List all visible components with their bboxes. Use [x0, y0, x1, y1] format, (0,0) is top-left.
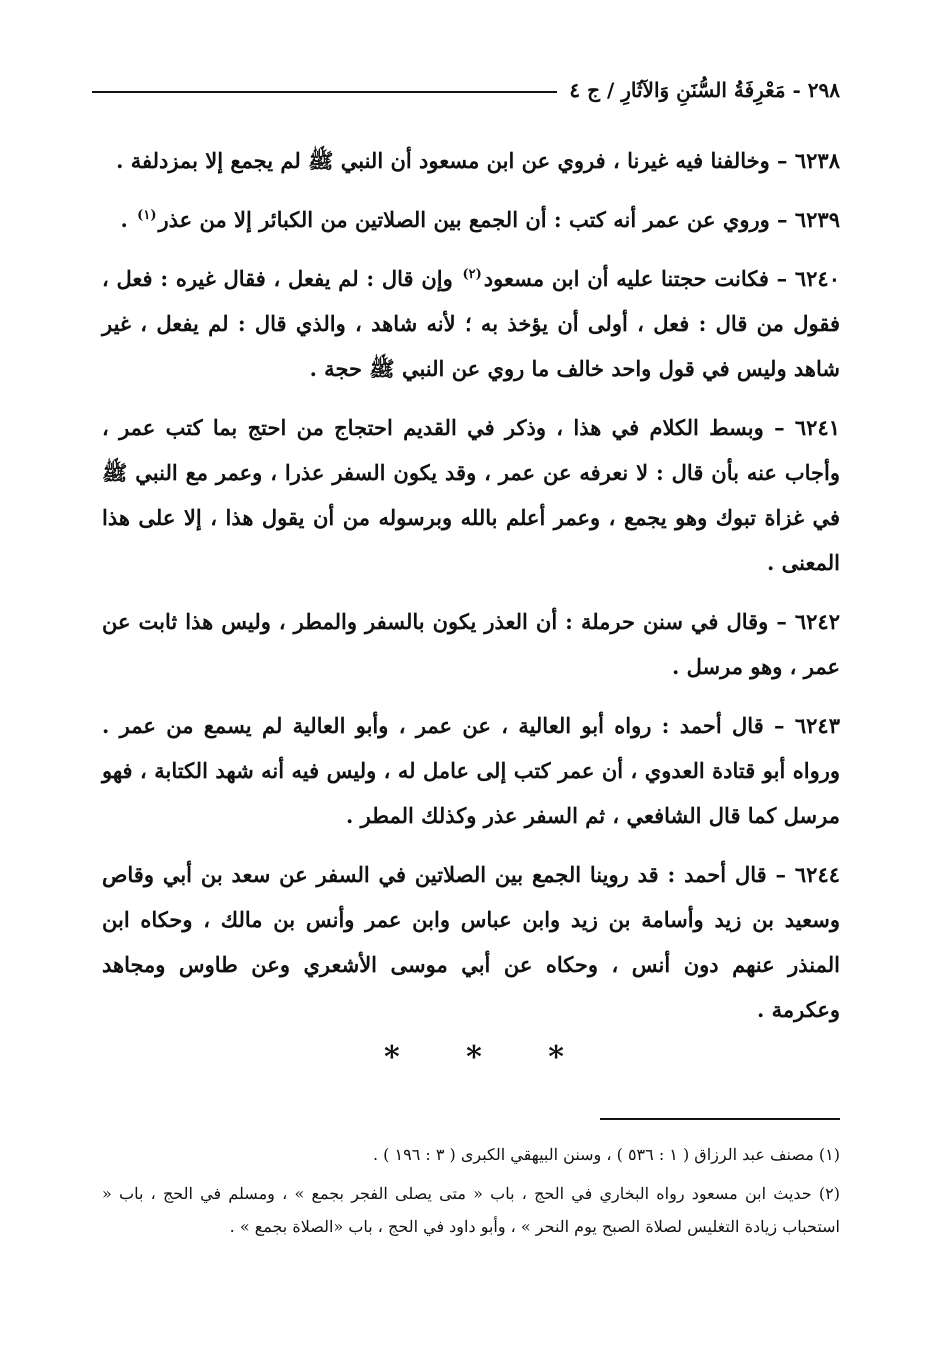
paragraph-text: وبسط الكلام في هذا ، وذكر في القديم احتجاج من احتج بما كتب عمر ، وأجاب عنه بأن قال : لا نعرفه عن عمر ، وقد يكون السفر عذرا ، وعمر مع النبي ﷺ في غزاة تبوك وهو يجمع ، وعمر أعلم بالله وبرسوله من أن يقول هذا ، إلا على هذا المعنى .: [102, 415, 840, 575]
paragraph-text: وخالفنا فيه غيرنا ، فروي عن ابن مسعود أن النبي ﷺ لم يجمع إلا بمزدلفة .: [116, 148, 770, 173]
paragraph-text-end: وإن قال : لم يفعل ، فقال غيره : فعل ، فقول من قال : فعل ، أولى أن يؤخذ به ؛ لأنه شاهد ، والذي قال : لم يفعل ، غير شاهد وليس في قول واحد خالف ما روي عن النبي ﷺ حجة .: [102, 266, 840, 381]
main-text: [102, 138, 840, 1046]
asterisk-icon: *: [548, 1040, 564, 1075]
page-header: [92, 72, 840, 108]
paragraph-number: ٦٢٤٠: [794, 266, 840, 291]
paragraph-number: ٦٢٣٨: [794, 148, 840, 173]
footnote-2: (٢) حديث ابن مسعود رواه البخاري في الحج ، باب « متى يصلى الفجر بجمع » ، ومسلم في الحج ، باب « استحباب زيادة التغليس لصلاة الصبح يوم النحر » ، وأبو داود في الحج ، باب «الصلاة بجمع » .: [102, 1184, 841, 1236]
paragraph-6242: ٦٢٤٢ – وقال في سنن حرملة : أن العذر يكون بالسفر والمطر ، وليس هذا ثابت عن عمر ، وهو مرسل .: [102, 609, 840, 679]
paragraph-6241: ٦٢٤١ – وبسط الكلام في هذا ، وذكر في القديم احتجاج من احتج بما كتب عمر ، وأجاب عنه بأن قال : لا نعرفه عن عمر ، وقد يكون السفر عذرا ، وعمر مع النبي ﷺ في غزاة تبوك وهو يجمع ، وعمر أعلم بالله وبرسوله من أن يقول هذا ، إلا على هذا المعنى .: [102, 415, 841, 575]
paragraph-text: وقال في سنن حرملة : أن العذر يكون بالسفر والمطر ، وليس هذا ثابت عن عمر ، وهو مرسل .: [102, 609, 840, 679]
footnote-1: (١) مصنف عبد الرزاق ( ١ : ٥٣٦ ) ، وسنن البيهقي الكبرى ( ٣ : ١٩٦ ) .: [373, 1145, 840, 1164]
paragraph-number: ٦٢٤٣: [794, 713, 840, 738]
footnote-ref-1[interactable]: (١): [137, 208, 157, 223]
paragraph-6238: ٦٢٣٨ – وخالفنا فيه غيرنا ، فروي عن ابن مسعود أن النبي ﷺ لم يجمع إلا بمزدلفة .: [116, 148, 840, 173]
paragraph-text: فكانت حجتنا عليه أن ابن مسعود: [483, 266, 769, 291]
paragraph-number: ٦٢٣٩: [794, 207, 840, 232]
paragraph-6243: ٦٢٤٣ – قال أحمد : رواه أبو العالية ، عن عمر ، وأبو العالية لم يسمع من عمر . ورواه أبو قتادة العدوي ، أن عمر كتب إلى عامل له ، وليس فيه أنه شهد الكتابة ، فهو مرسل كما قال الشافعي ، ثم السفر عذر وكذلك المطر .: [102, 713, 840, 828]
paragraph-number: ٦٢٤١: [794, 415, 841, 440]
footnotes: [102, 1138, 840, 1249]
section-separator: [0, 1040, 948, 1075]
paragraph-6244: ٦٢٤٤ – قال أحمد : قد روينا الجمع بين الصلاتين في السفر عن سعد بن أبي وقاص وسعيد بن زيد وأسامة بن زيد وابن عباس وابن عمر وأنس بن مالك ، وحكاه ابن المنذر عنهم دون أنس ، وحكاه عن أبي موسى الأشعري وعن طاوس ومجاهد وعكرمة .: [102, 862, 841, 1022]
asterisk-icon: *: [383, 1040, 400, 1075]
paragraph-text: وروي عن عمر أنه كتب : أن الجمع بين الصلاتين من الكبائر إلا من عذر: [158, 207, 770, 232]
paragraph-number: ٦٢٤٢: [794, 609, 840, 634]
paragraph-text: قال أحمد : قد روينا الجمع بين الصلاتين في السفر عن سعد بن أبي وقاص وسعيد بن زيد وأسامة بن زيد وابن عباس وابن عمر وأنس بن مالك ، وحكاه ابن المنذر عنهم دون أنس ، وحكاه عن أبي موسى الأشعري وعن طاوس ومجاهد وعكرمة .: [102, 862, 840, 1022]
paragraph-6239: ٦٢٣٩ – وروي عن عمر أنه كتب : أن الجمع بين الصلاتين من الكبائر إلا من عذر$^{(١)}$ .: [120, 207, 840, 232]
paragraph-number: ٦٢٤٤: [794, 862, 841, 887]
asterisk-icon: *: [466, 1040, 482, 1075]
header-title: ٢٩٨ - مَعْرِفَةُ السُّنَنِ وَالآثَارِ / ج ٤: [569, 78, 840, 102]
paragraph-text: قال أحمد : رواه أبو العالية ، عن عمر ، وأبو العالية لم يسمع من عمر . ورواه أبو قتادة العدوي ، أن عمر كتب إلى عامل له ، وليس فيه أنه شهد الكتابة ، فهو مرسل كما قال الشافعي ، ثم السفر عذر وكذلك المطر .: [102, 713, 840, 828]
paragraph-6240: ٦٢٤٠ – فكانت حجتنا عليه أن ابن مسعود$^{(٢)}$ وإن قال : لم يفعل ، فقال غيره : فعل ، فقول من قال : فعل ، أولى أن يؤخذ به ؛ لأنه شاهد ، والذي قال : لم يفعل ، غير شاهد وليس في قول واحد خالف ما روي عن النبي ﷺ حجة .: [102, 266, 840, 381]
footnote-rule: [600, 1118, 840, 1120]
header-rule: [92, 91, 557, 93]
paragraph-text-end: .: [120, 207, 136, 232]
footnote-ref-2[interactable]: (٢): [462, 267, 482, 282]
